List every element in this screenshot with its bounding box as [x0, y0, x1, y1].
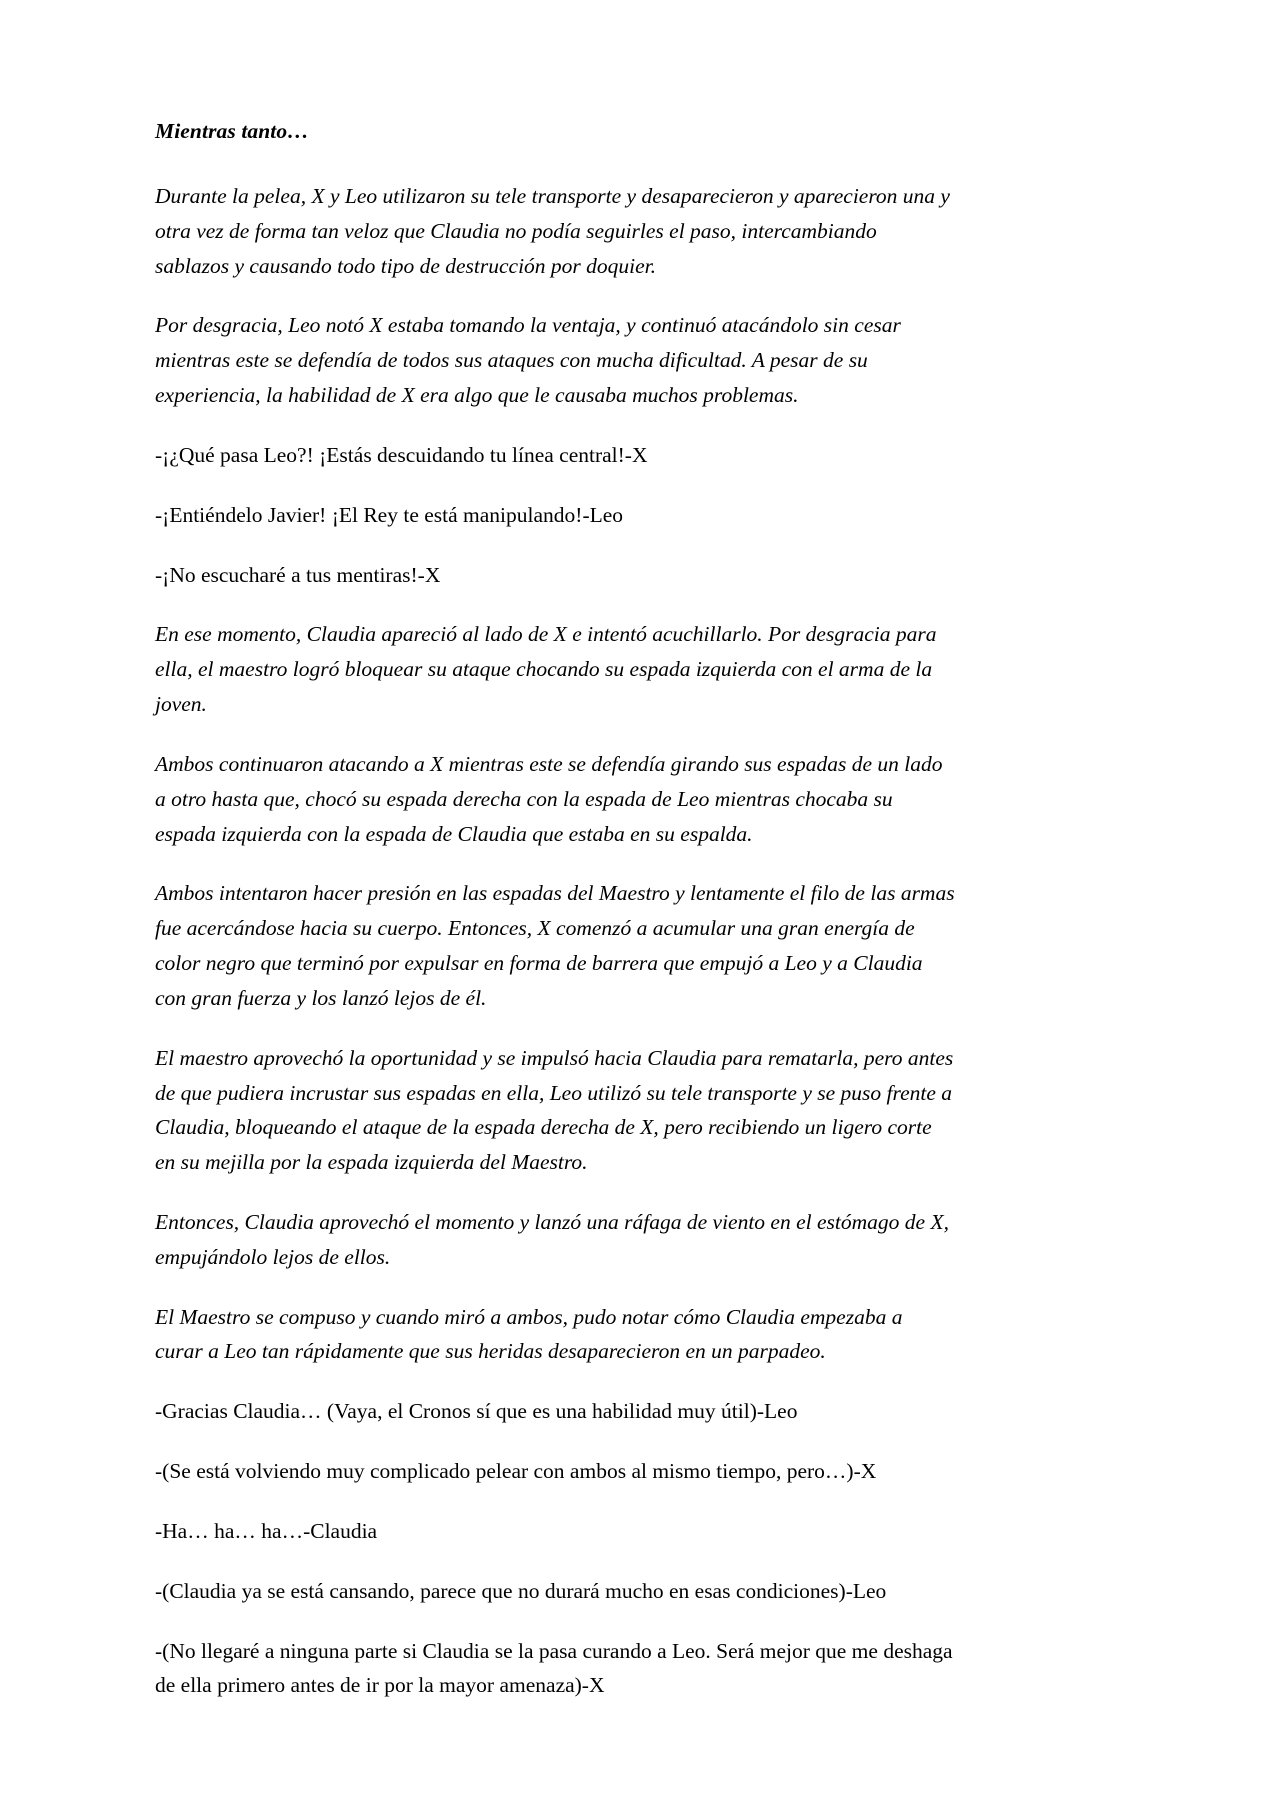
narrative-paragraph: Entonces, Claudia aprovechó el momento y lanzó una ráfaga de viento en el estómago de X, empujándolo lejos de ellos. — [155, 1209, 949, 1269]
dialogue-line: -(Claudia ya se está cansando, parece que no durará mucho en esas condiciones)-Leo — [155, 1578, 887, 1603]
dialogue-line: -¡No escucharé a tus mentiras!-X — [155, 562, 441, 587]
dialogue-line: -(Se está volviendo muy complicado pelear con ambos al mismo tiempo, pero…)-X — [155, 1459, 877, 1484]
narrative-paragraph: Por desgracia, Leo notó X estaba tomando la ventaja, y continuó atacándolo sin cesar mientras este se defendía de todos sus ataques con mucha dificultad. A pesar de su experiencia, la habilidad de X era algo que le causaba muchos problemas. — [155, 313, 901, 408]
narrative-paragraph: Ambos intentaron hacer presión en las espadas del Maestro y lentamente el filo de las armas fue acercándose hacia su cuerpo. Entonces, X comenzó a acumular una gran energía de color negro que terminó por expulsar en forma de barrera que empujó a Leo y a Claudia con gran fuerza y los lanzó lejos de él. — [155, 881, 955, 1010]
section-heading: Mientras tanto… — [155, 119, 309, 143]
narrative-paragraph: Durante la pelea, X y Leo utilizaron su tele transporte y desaparecieron y aparecieron una y otra vez de forma tan veloz que Claudia no podía seguirles el paso, intercambiando sablazos y causando todo tipo de destrucción por doquier. — [155, 183, 950, 278]
narrative-paragraph: Ambos continuaron atacando a X mientras este se defendía girando sus espadas de un lado a otro hasta que, chocó su espada derecha con la espada de Leo mientras chocaba su espada izquierda con la espada de Claudia que estaba en su espalda. — [155, 751, 943, 846]
paragraph-list — [155, 179, 955, 1703]
narrative-paragraph: En ese momento, Claudia apareció al lado de X e intentó acuchillarlo. Por desgracia para ella, el maestro logró bloquear su ataque chocando su espada izquierda con el arma de la joven. — [155, 622, 937, 717]
dialogue-line: -¡¿Qué pasa Leo?! ¡Estás descuidando tu línea central!-X — [155, 442, 648, 467]
dialogue-line: -Ha… ha… ha…-Claudia — [155, 1518, 378, 1543]
narrative-paragraph: El Maestro se compuso y cuando miró a ambos, pudo notar cómo Claudia empezaba a curar a Leo tan rápidamente que sus heridas desaparecieron en un parpadeo. — [155, 1304, 903, 1364]
dialogue-line: -Gracias Claudia… (Vaya, el Cronos sí que es una habilidad muy útil)-Leo — [155, 1399, 798, 1424]
dialogue-line: -(No llegaré a ninguna parte si Claudia se la pasa curando a Leo. Será mejor que me deshaga de ella primero antes de ir por la mayor amenaza)-X — [155, 1638, 953, 1698]
dialogue-line: -¡Entiéndelo Javier! ¡El Rey te está manipulando!-Leo — [155, 502, 624, 527]
document-body — [155, 118, 955, 1703]
narrative-paragraph: El maestro aprovechó la oportunidad y se impulsó hacia Claudia para rematarla, pero antes de que pudiera incrustar sus espadas en ella, Leo utilizó su tele transporte y se puso frente a Claudia, bloqueando el ataque de la espada derecha de X, pero recibiendo un ligero corte en su mejilla por la espada izquierda del Maestro. — [155, 1045, 954, 1175]
